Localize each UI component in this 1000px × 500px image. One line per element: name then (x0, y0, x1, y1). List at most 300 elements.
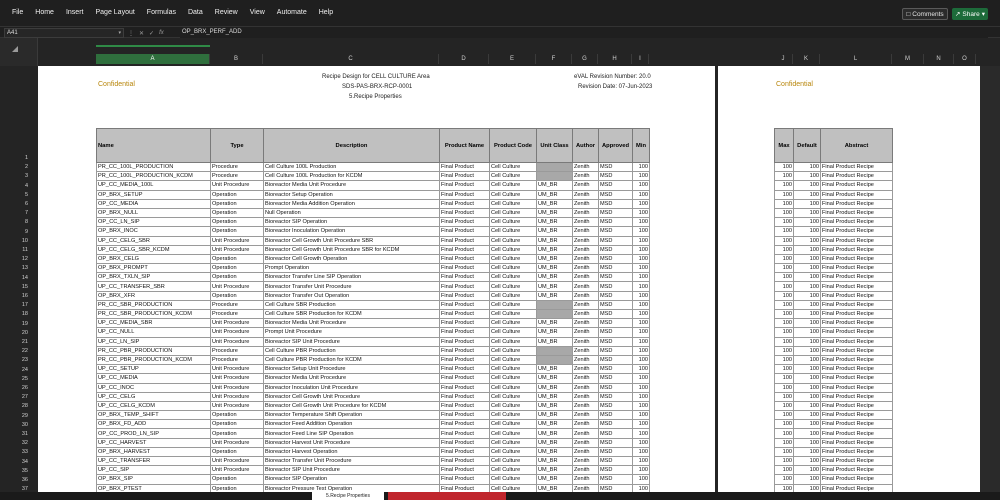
row-header[interactable]: 8 (24, 219, 28, 226)
cell-name[interactable]: UP_CC_CELG_SBR (97, 236, 211, 245)
cell-author[interactable]: Zenith (573, 190, 599, 199)
cell-uclass[interactable]: UM_BR (537, 218, 573, 227)
cell-name[interactable]: UP_CC_SETUP (97, 365, 211, 374)
cell-name[interactable]: UP_CC_MEDIA_SBR (97, 319, 211, 328)
cell-uclass[interactable]: UM_BR (537, 190, 573, 199)
cell-desc[interactable]: Bioreactor SIP Unit Procedure (264, 466, 440, 475)
cell-name[interactable]: OP_BRX_SETUP (97, 190, 211, 199)
cell-uclass[interactable]: UM_BR (537, 374, 573, 383)
cell-type[interactable]: Unit Procedure (211, 374, 264, 383)
cell-desc[interactable]: Bioreactor Inoculation Unit Procedure (264, 383, 440, 392)
cell-pcode[interactable]: Cell Culture (490, 383, 537, 392)
comments-button[interactable] (902, 8, 948, 20)
column-header[interactable]: I (632, 54, 649, 64)
cell-name[interactable]: UP_CC_CELG (97, 392, 211, 401)
cell-min[interactable]: 100 (633, 466, 650, 475)
cell-pcode[interactable]: Cell Culture (490, 319, 537, 328)
cell-desc[interactable]: Bioreactor Transfer Unit Procedure (264, 457, 440, 466)
row-header[interactable]: 2 (24, 164, 28, 171)
cell-type[interactable]: Unit Procedure (211, 438, 264, 447)
cell-author[interactable]: Zenith (573, 254, 599, 263)
row-header[interactable]: 19 (21, 320, 28, 327)
cell-approved[interactable]: MSD (599, 218, 633, 227)
cell-uclass[interactable] (537, 172, 573, 181)
cell-type[interactable]: Operation (211, 199, 264, 208)
cell-default[interactable]: 100 (794, 264, 821, 273)
cell-type[interactable]: Procedure (211, 300, 264, 309)
cell-name[interactable]: OP_BRX_HARVEST (97, 447, 211, 456)
cell-author[interactable]: Zenith (573, 355, 599, 364)
menu-item[interactable]: Home (35, 9, 54, 16)
cell-name[interactable]: OP_BRX_SIP (97, 475, 211, 484)
cell-pcode[interactable]: Cell Culture (490, 310, 537, 319)
row-header[interactable]: 20 (21, 329, 28, 336)
row-header[interactable]: 10 (21, 237, 28, 244)
cell-approved[interactable]: MSD (599, 401, 633, 410)
function-icon[interactable]: fx (159, 30, 164, 36)
cell-name[interactable]: UP_CC_MEDIA_100L (97, 181, 211, 190)
cell-default[interactable]: 100 (794, 163, 821, 172)
cell-default[interactable]: 100 (794, 172, 821, 181)
cell-name[interactable]: OP_BRX_INOC (97, 227, 211, 236)
cell-desc[interactable]: Bioreactor SIP Operation (264, 475, 440, 484)
cell-type[interactable]: Procedure (211, 172, 264, 181)
cell-approved[interactable]: MSD (599, 236, 633, 245)
cell-pname[interactable]: Final Product (440, 484, 490, 492)
cell-abstract[interactable]: Final Product Recipe (821, 208, 893, 217)
cell-min[interactable]: 100 (633, 300, 650, 309)
cell-max[interactable]: 100 (775, 457, 794, 466)
cell-approved[interactable]: MSD (599, 328, 633, 337)
cell-max[interactable]: 100 (775, 401, 794, 410)
cell-author[interactable]: Zenith (573, 300, 599, 309)
cell-default[interactable]: 100 (794, 374, 821, 383)
cell-min[interactable]: 100 (633, 447, 650, 456)
row-header[interactable]: 35 (21, 467, 28, 474)
cell-desc[interactable]: Cell Culture SBR Production (264, 300, 440, 309)
cell-abstract[interactable]: Final Product Recipe (821, 420, 893, 429)
cell-min[interactable]: 100 (633, 227, 650, 236)
cell-max[interactable]: 100 (775, 328, 794, 337)
cell-approved[interactable]: MSD (599, 438, 633, 447)
cell-type[interactable]: Procedure (211, 310, 264, 319)
cell-approved[interactable]: MSD (599, 181, 633, 190)
column-header[interactable]: G (572, 54, 598, 64)
cell-abstract[interactable]: Final Product Recipe (821, 447, 893, 456)
cell-approved[interactable]: MSD (599, 337, 633, 346)
cell-name[interactable]: OP_BRX_PROMPT (97, 264, 211, 273)
cell-abstract[interactable]: Final Product Recipe (821, 190, 893, 199)
cell-type[interactable]: Procedure (211, 346, 264, 355)
cell-approved[interactable]: MSD (599, 291, 633, 300)
cell-uclass[interactable]: UM_BR (537, 438, 573, 447)
cell-min[interactable]: 100 (633, 199, 650, 208)
row-header[interactable]: 9 (24, 228, 28, 235)
cell-pname[interactable]: Final Product (440, 346, 490, 355)
cell-name[interactable]: UP_CC_CELG_SBR_KCDM (97, 245, 211, 254)
cell-uclass[interactable]: UM_BR (537, 383, 573, 392)
column-header[interactable]: C (263, 54, 439, 64)
cell-approved[interactable]: MSD (599, 264, 633, 273)
cell-type[interactable]: Unit Procedure (211, 401, 264, 410)
row-header[interactable]: 25 (21, 375, 28, 382)
cell-pname[interactable]: Final Product (440, 310, 490, 319)
cell-uclass[interactable]: UM_BR (537, 484, 573, 492)
cell-pname[interactable]: Final Product (440, 300, 490, 309)
cell-uclass[interactable]: UM_BR (537, 429, 573, 438)
cell-uclass[interactable]: UM_BR (537, 199, 573, 208)
cell-name[interactable]: OP_CC_LN_SIP (97, 218, 211, 227)
cell-author[interactable]: Zenith (573, 466, 599, 475)
cell-default[interactable]: 100 (794, 383, 821, 392)
cell-default[interactable]: 100 (794, 466, 821, 475)
cell-author[interactable]: Zenith (573, 245, 599, 254)
cell-uclass[interactable] (537, 163, 573, 172)
cell-author[interactable]: Zenith (573, 374, 599, 383)
cell-author[interactable]: Zenith (573, 199, 599, 208)
cell-approved[interactable]: MSD (599, 420, 633, 429)
cell-pcode[interactable]: Cell Culture (490, 401, 537, 410)
row-header[interactable]: 6 (24, 201, 28, 207)
cell-approved[interactable]: MSD (599, 374, 633, 383)
cell-pcode[interactable]: Cell Culture (490, 172, 537, 181)
row-header[interactable]: 3 (24, 173, 28, 180)
cell-default[interactable]: 100 (794, 291, 821, 300)
menu-item[interactable]: File (12, 9, 24, 16)
cell-min[interactable]: 100 (633, 374, 650, 383)
cell-name[interactable]: UP_CC_SIP (97, 466, 211, 475)
cell-default[interactable]: 100 (794, 392, 821, 401)
cell-approved[interactable]: MSD (599, 466, 633, 475)
cell-uclass[interactable]: UM_BR (537, 420, 573, 429)
cell-type[interactable]: Operation (211, 273, 264, 282)
row-header[interactable]: 27 (21, 394, 28, 401)
cell-author[interactable]: Zenith (573, 328, 599, 337)
chevron-down-icon[interactable]: ▾ (118, 30, 121, 36)
cell-author[interactable]: Zenith (573, 383, 599, 392)
cell-type[interactable]: Operation (211, 484, 264, 492)
select-all-corner[interactable] (0, 38, 38, 66)
cell-abstract[interactable]: Final Product Recipe (821, 438, 893, 447)
column-header[interactable]: D (439, 54, 489, 64)
cell-abstract[interactable]: Final Product Recipe (821, 374, 893, 383)
cell-default[interactable]: 100 (794, 273, 821, 282)
cell-author[interactable]: Zenith (573, 264, 599, 273)
cell-author[interactable]: Zenith (573, 163, 599, 172)
cell-uclass[interactable]: UM_BR (537, 227, 573, 236)
cell-default[interactable]: 100 (794, 447, 821, 456)
cell-author[interactable]: Zenith (573, 438, 599, 447)
cell-author[interactable]: Zenith (573, 392, 599, 401)
column-header[interactable]: K (793, 54, 820, 64)
cell-name[interactable]: PR_CC_PBR_PRODUCTION_KCDM (97, 355, 211, 364)
cell-min[interactable]: 100 (633, 310, 650, 319)
cell-pcode[interactable]: Cell Culture (490, 236, 537, 245)
cell-author[interactable]: Zenith (573, 319, 599, 328)
cell-default[interactable]: 100 (794, 337, 821, 346)
cell-name[interactable]: OP_BRX_XFR (97, 291, 211, 300)
cell-abstract[interactable]: Final Product Recipe (821, 236, 893, 245)
cell-pname[interactable]: Final Product (440, 208, 490, 217)
cell-approved[interactable]: MSD (599, 282, 633, 291)
cell-default[interactable]: 100 (794, 319, 821, 328)
menu-item[interactable]: Automate (276, 9, 307, 16)
cell-type[interactable]: Operation (211, 420, 264, 429)
cell-pname[interactable]: Final Product (440, 181, 490, 190)
row-header[interactable]: 11 (22, 247, 28, 253)
cell-pname[interactable]: Final Product (440, 172, 490, 181)
cell-desc[interactable]: Bioreactor Feed Line SIP Operation (264, 429, 440, 438)
cell-desc[interactable]: Cell Culture 100L Production for KCDM (264, 172, 440, 181)
cell-pname[interactable]: Final Product (440, 319, 490, 328)
cell-default[interactable]: 100 (794, 365, 821, 374)
cell-min[interactable]: 100 (633, 328, 650, 337)
cell-desc[interactable]: Bioreactor Media Unit Procedure (264, 181, 440, 190)
column-header[interactable]: O (954, 54, 976, 64)
cell-pcode[interactable]: Cell Culture (490, 355, 537, 364)
cell-abstract[interactable]: Final Product Recipe (821, 466, 893, 475)
cell-approved[interactable]: MSD (599, 310, 633, 319)
cell-pname[interactable]: Final Product (440, 466, 490, 475)
cell-min[interactable]: 100 (633, 438, 650, 447)
row-header[interactable]: 29 (21, 412, 28, 419)
cell-abstract[interactable]: Final Product Recipe (821, 282, 893, 291)
cell-uclass[interactable]: UM_BR (537, 245, 573, 254)
cell-approved[interactable]: MSD (599, 208, 633, 217)
cell-author[interactable]: Zenith (573, 365, 599, 374)
row-header[interactable]: 4 (24, 182, 28, 189)
cell-desc[interactable]: Bioreactor Cell Growth Operation (264, 254, 440, 263)
cell-pcode[interactable]: Cell Culture (490, 300, 537, 309)
cell-pname[interactable]: Final Product (440, 411, 490, 420)
cell-desc[interactable]: Bioreactor Cell Growth Unit Procedure SBR for KCDM (264, 245, 440, 254)
sheet-tab-red[interactable] (388, 492, 506, 500)
cell-author[interactable]: Zenith (573, 346, 599, 355)
cell-default[interactable]: 100 (794, 401, 821, 410)
row-header[interactable]: 7 (24, 210, 28, 217)
cell-max[interactable]: 100 (775, 346, 794, 355)
cell-pcode[interactable]: Cell Culture (490, 227, 537, 236)
cell-min[interactable]: 100 (633, 346, 650, 355)
cell-desc[interactable]: Bioreactor Transfer Unit Procedure (264, 282, 440, 291)
row-header[interactable]: 24 (21, 366, 28, 373)
cell-abstract[interactable]: Final Product Recipe (821, 355, 893, 364)
cell-min[interactable]: 100 (633, 291, 650, 300)
cell-pcode[interactable]: Cell Culture (490, 374, 537, 383)
cell-max[interactable]: 100 (775, 392, 794, 401)
cell-name[interactable]: UP_CC_MEDIA (97, 374, 211, 383)
cell-approved[interactable]: MSD (599, 429, 633, 438)
cell-type[interactable]: Operation (211, 190, 264, 199)
cell-uclass[interactable]: UM_BR (537, 365, 573, 374)
menu-item[interactable]: Page Layout (95, 9, 135, 16)
cell-author[interactable]: Zenith (573, 227, 599, 236)
cell-default[interactable]: 100 (794, 236, 821, 245)
row-header[interactable]: 30 (21, 421, 28, 428)
cell-name[interactable]: OP_BRX_NULL (97, 208, 211, 217)
formula-input[interactable]: OP_BRX_PERF_ADD (180, 28, 988, 38)
cell-max[interactable]: 100 (775, 172, 794, 181)
cell-approved[interactable]: MSD (599, 163, 633, 172)
cell-min[interactable]: 100 (633, 208, 650, 217)
cell-approved[interactable]: MSD (599, 411, 633, 420)
cell-desc[interactable]: Bioreactor Feed Addition Operation (264, 420, 440, 429)
cell-approved[interactable]: MSD (599, 447, 633, 456)
cell-abstract[interactable]: Final Product Recipe (821, 291, 893, 300)
column-header[interactable]: J (774, 54, 793, 64)
cell-desc[interactable]: Cell Culture SBR Production for KCDM (264, 310, 440, 319)
cell-author[interactable]: Zenith (573, 282, 599, 291)
row-header[interactable]: 17 (21, 302, 28, 309)
cell-type[interactable]: Unit Procedure (211, 328, 264, 337)
cell-pcode[interactable]: Cell Culture (490, 429, 537, 438)
cell-pcode[interactable]: Cell Culture (490, 181, 537, 190)
cell-pcode[interactable]: Cell Culture (490, 337, 537, 346)
cell-abstract[interactable]: Final Product Recipe (821, 227, 893, 236)
cell-pname[interactable]: Final Product (440, 282, 490, 291)
cell-pname[interactable]: Final Product (440, 199, 490, 208)
cell-type[interactable]: Unit Procedure (211, 282, 264, 291)
cell-max[interactable]: 100 (775, 273, 794, 282)
cell-uclass[interactable]: UM_BR (537, 401, 573, 410)
cell-abstract[interactable]: Final Product Recipe (821, 172, 893, 181)
cell-default[interactable]: 100 (794, 190, 821, 199)
row-header[interactable]: 15 (21, 283, 28, 290)
row-header[interactable]: 28 (21, 403, 28, 410)
cell-max[interactable]: 100 (775, 355, 794, 364)
cell-desc[interactable]: Bioreactor Pressure Test Operation (264, 484, 440, 492)
cell-pname[interactable]: Final Product (440, 245, 490, 254)
cell-default[interactable]: 100 (794, 208, 821, 217)
cell-author[interactable]: Zenith (573, 475, 599, 484)
column-header[interactable]: L (820, 54, 892, 64)
cell-desc[interactable]: Prompt Operation (264, 264, 440, 273)
cell-type[interactable]: Operation (211, 254, 264, 263)
cell-max[interactable]: 100 (775, 337, 794, 346)
cell-abstract[interactable]: Final Product Recipe (821, 411, 893, 420)
cell-pname[interactable]: Final Product (440, 420, 490, 429)
cell-type[interactable]: Operation (211, 264, 264, 273)
cell-min[interactable]: 100 (633, 484, 650, 492)
cell-abstract[interactable]: Final Product Recipe (821, 392, 893, 401)
cell-pcode[interactable]: Cell Culture (490, 264, 537, 273)
cell-uclass[interactable] (537, 300, 573, 309)
cell-desc[interactable]: Bioreactor Media Addition Operation (264, 199, 440, 208)
cell-author[interactable]: Zenith (573, 447, 599, 456)
cell-min[interactable]: 100 (633, 355, 650, 364)
row-header[interactable]: 14 (21, 274, 28, 281)
column-header[interactable]: A (96, 54, 210, 64)
more-icon[interactable]: ⋮ (128, 30, 134, 37)
cell-min[interactable]: 100 (633, 337, 650, 346)
row-header[interactable]: 1 (24, 155, 28, 161)
cell-default[interactable]: 100 (794, 328, 821, 337)
cell-desc[interactable]: Bioreactor Cell Growth Unit Procedure for KCDM (264, 401, 440, 410)
cell-pcode[interactable]: Cell Culture (490, 346, 537, 355)
cell-default[interactable]: 100 (794, 181, 821, 190)
cell-max[interactable]: 100 (775, 447, 794, 456)
cell-pname[interactable]: Final Product (440, 383, 490, 392)
cell-name[interactable]: PR_CC_SBR_PRODUCTION_KCDM (97, 310, 211, 319)
cell-uclass[interactable]: UM_BR (537, 466, 573, 475)
cell-author[interactable]: Zenith (573, 218, 599, 227)
cell-approved[interactable]: MSD (599, 383, 633, 392)
cell-uclass[interactable]: UM_BR (537, 457, 573, 466)
cell-min[interactable]: 100 (633, 420, 650, 429)
cell-max[interactable]: 100 (775, 227, 794, 236)
cell-type[interactable]: Unit Procedure (211, 319, 264, 328)
cell-max[interactable]: 100 (775, 319, 794, 328)
cell-pcode[interactable]: Cell Culture (490, 254, 537, 263)
cell-type[interactable]: Operation (211, 475, 264, 484)
cell-abstract[interactable]: Final Product Recipe (821, 181, 893, 190)
cell-author[interactable]: Zenith (573, 310, 599, 319)
cell-name[interactable]: UP_CC_LN_SIP (97, 337, 211, 346)
cell-type[interactable]: Operation (211, 429, 264, 438)
cell-max[interactable]: 100 (775, 411, 794, 420)
cell-abstract[interactable]: Final Product Recipe (821, 346, 893, 355)
cell-approved[interactable]: MSD (599, 199, 633, 208)
cell-name[interactable]: UP_CC_NULL (97, 328, 211, 337)
cell-default[interactable]: 100 (794, 420, 821, 429)
cell-author[interactable]: Zenith (573, 411, 599, 420)
cell-uclass[interactable]: UM_BR (537, 475, 573, 484)
cell-default[interactable]: 100 (794, 346, 821, 355)
cell-pname[interactable]: Final Product (440, 401, 490, 410)
cell-uclass[interactable]: UM_BR (537, 447, 573, 456)
cell-pname[interactable]: Final Product (440, 163, 490, 172)
row-header[interactable]: 34 (21, 458, 28, 465)
cell-abstract[interactable]: Final Product Recipe (821, 319, 893, 328)
row-header[interactable]: 31 (21, 431, 28, 437)
cell-desc[interactable]: Bioreactor Inoculation Operation (264, 227, 440, 236)
cell-pcode[interactable]: Cell Culture (490, 365, 537, 374)
cell-default[interactable]: 100 (794, 438, 821, 447)
cell-default[interactable]: 100 (794, 218, 821, 227)
cell-max[interactable]: 100 (775, 208, 794, 217)
cell-name[interactable]: PR_CC_SBR_PRODUCTION (97, 300, 211, 309)
cell-min[interactable]: 100 (633, 181, 650, 190)
cell-min[interactable]: 100 (633, 190, 650, 199)
cell-pcode[interactable]: Cell Culture (490, 199, 537, 208)
cell-name[interactable]: PR_CC_100L_PRODUCTION_KCDM (97, 172, 211, 181)
cell-type[interactable]: Unit Procedure (211, 466, 264, 475)
cell-min[interactable]: 100 (633, 273, 650, 282)
cell-author[interactable]: Zenith (573, 273, 599, 282)
sheet-tab-active[interactable]: 5.Recipe Properties (312, 492, 384, 500)
cell-abstract[interactable]: Final Product Recipe (821, 475, 893, 484)
cell-pname[interactable]: Final Product (440, 374, 490, 383)
row-header[interactable]: 16 (21, 293, 28, 299)
cell-max[interactable]: 100 (775, 163, 794, 172)
cell-max[interactable]: 100 (775, 484, 794, 492)
cell-abstract[interactable]: Final Product Recipe (821, 429, 893, 438)
cell-type[interactable]: Operation (211, 227, 264, 236)
cell-default[interactable]: 100 (794, 300, 821, 309)
cell-max[interactable]: 100 (775, 310, 794, 319)
column-header[interactable]: N (924, 54, 954, 64)
cell-pcode[interactable]: Cell Culture (490, 420, 537, 429)
cell-desc[interactable]: Cell Culture 100L Production (264, 163, 440, 172)
cell-min[interactable]: 100 (633, 457, 650, 466)
cell-name[interactable]: OP_BRX_TXLN_SIP (97, 273, 211, 282)
cell-name[interactable]: OP_CC_PROD_LN_SIP (97, 429, 211, 438)
cell-pname[interactable]: Final Product (440, 475, 490, 484)
cell-approved[interactable]: MSD (599, 475, 633, 484)
cell-min[interactable]: 100 (633, 245, 650, 254)
cell-name[interactable]: OP_CC_MEDIA (97, 199, 211, 208)
cell-uclass[interactable]: UM_BR (537, 411, 573, 420)
